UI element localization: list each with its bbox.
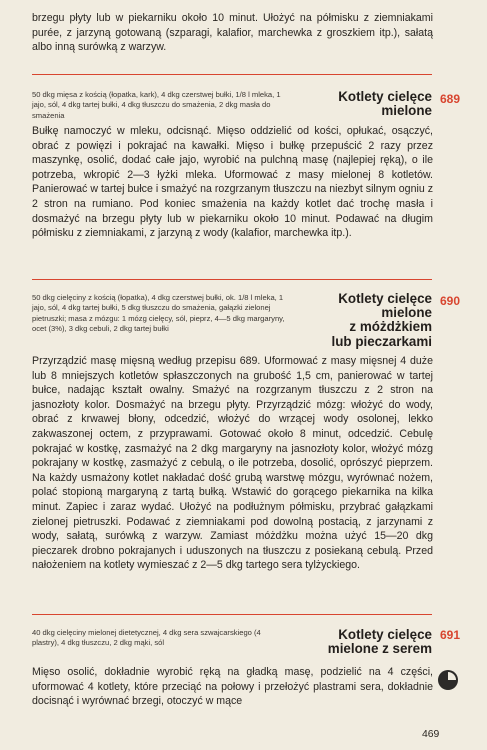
recipe-690-body: Przyrządzić masę mięsną według przepisu 689. Uformować z masy mięsnej 4 duże lub 8 mniejszych kotletów spłaszczonych na grubość 1,5 cm, panierować w tartej bułce, nadając kształt owalny. Smażyć na rozgrzanym tłuszczu z 2 stron na jasnozłoty kolor. Dosmażyć na brzegu płyty. Przyrządzić mózg: włożyć do wody, obrać z krwawej błony, odcedzić, włożyć do wrzącej wody osolonej, lekko zakwaszonej octem, z przyprawami. Gotować około 8 minut, odcedzić. Cebulę pokrajać w kostkę, zasmażyć na 2 dkg margaryny na jasnozłoty kolor, włożyć mózg pokrajany w kostkę, zasmażyć z cebulą, o ile potrzeba, dosolić, oprószyć pieprzem. Na każdy usmażony kotlet nakładać dość grubą warstwę mózgu, wyrównać nożem, polać stopioną margaryną z tartą bułką. Wstawić do gorącego piekarnika na kilka minut. Zapiec i zaraz wydać. Ułożyć na podłużnym półmisku, przybrać gałązkami zielonej pietruszki. Podawać z ziemniakami pod dowolną postacią, z jarzynami z wody, sałatą, surówką z warzyw. Zamiast móżdżku można użyć 15—20 dkg pieczarek drobno pokrajanych i uduszonych na tłuszczu z posiekaną cebulą. Przed nałożeniem na kotlety wymieszać z 2—5 dkg tartego sera tylżyckiego.: [32, 355, 433, 572]
recipe-690-title-line4: lub pieczarkami: [331, 333, 432, 349]
recipe-691-title-line2: mielone z serem: [327, 641, 432, 657]
recipe-691-body: Mięso osolić, dokładnie wyrobić ręką na gładką masę, podzielić na 4 części, uformować 4 kotlety, które przeciąć na połowy i przełożyć plastrami sera, dokładnie docisnąć i wyrównać brzegi, otoczyć w mące: [32, 666, 433, 708]
section-divider: [32, 279, 432, 280]
recipe-691-number: 691: [440, 628, 461, 642]
recipe-689-ingredients: 50 dkg mięsa z kością (łopatka, kark), 4 dkg czerstwej bułki, 1/8 l mleka, 1 jajo, sól, 4 dkg tartej bułki, 4 dkg tłuszczu do smażenia, 2 dkg masła do smażenia: [32, 90, 281, 120]
recipe-690-number: 690: [440, 294, 461, 308]
recipe-691-title-line1: Kotlety cielęce: [338, 627, 432, 642]
section-divider: [32, 614, 432, 615]
recipe-689-title-line2: mielone: [381, 103, 432, 119]
section-divider: [32, 74, 432, 75]
recipe-691-ingredients: 40 dkg cielęciny mielonej dietetycznej, 4 dkg sera szwajcarskiego (4 plastry), 4 dkg tłuszczu, 2 dkg mąki, sól: [32, 628, 261, 648]
intro-paragraph: brzegu płyty lub w piekarniku około 10 minut. Ułożyć na półmisku z ziemniakami purée, z jarzyną gotowaną (szparagi, kalafior, marchewka z groszkiem itp.), sałatą albo inną surówką z warzyw.: [32, 12, 433, 54]
recipe-689-title: [296, 90, 432, 118]
recipe-690-title: [296, 292, 432, 349]
recipe-690-title-line3: z móżdżkiem: [349, 319, 432, 335]
recipe-689-number: 689: [440, 92, 461, 106]
recipe-689-title-line1: Kotlety cielęce: [338, 89, 432, 104]
recipe-691-title: [296, 628, 432, 656]
recipe-690-title-line2: mielone: [381, 305, 432, 321]
recipe-689-body: Bułkę namoczyć w mleku, odcisnąć. Mięso oddzielić od kości, opłukać, osączyć, obrać z powięzi i pokrajać na kawałki. Mięso i bułkę przepuścić 2 razy przez maszynkę, osolić, dodać całe jajo, wyrobić na pulchną masę (najlepiej ręką), o ile potrzeba, wkropić 2—3 łyżki mleka. Uformować z masy mielonej 8 kotletów. Panierować w tartej bułce i smażyć na rozgrzanym tłuszczu na niezbyt silnym ogniu z 2 stron na rumiano. Pod koniec smażenia na każdy kotlet dać trochę masła i dosmażyć na brzegu płyty lub w piekarniku około 10 minut. Podawać na długim półmisku z ziemniakami, z jarzyną z wody (kalafior, marchewka itp.).: [32, 125, 433, 240]
page-number: 469: [422, 729, 440, 740]
recipe-690-title-line1: Kotlety cielęce: [338, 291, 432, 306]
recipe-690-ingredients: 50 dkg cielęciny z kością (łopatka), 4 dkg czerstwej bułki, ok. 1/8 l mleka, 1 jajo, sól, 4 dkg tartej bułki, 5 dkg tłuszczu do smażenia, gałązki zielonej pietruszki; masa z mózgu: 1 mózg cielęcy, sól, pieprz, 4—5 dkg margaryny, ocet (3%), 3 dkg cebuli, 2 dkg tartej bułki: [32, 293, 285, 334]
diet-marker-icon: [438, 670, 458, 690]
